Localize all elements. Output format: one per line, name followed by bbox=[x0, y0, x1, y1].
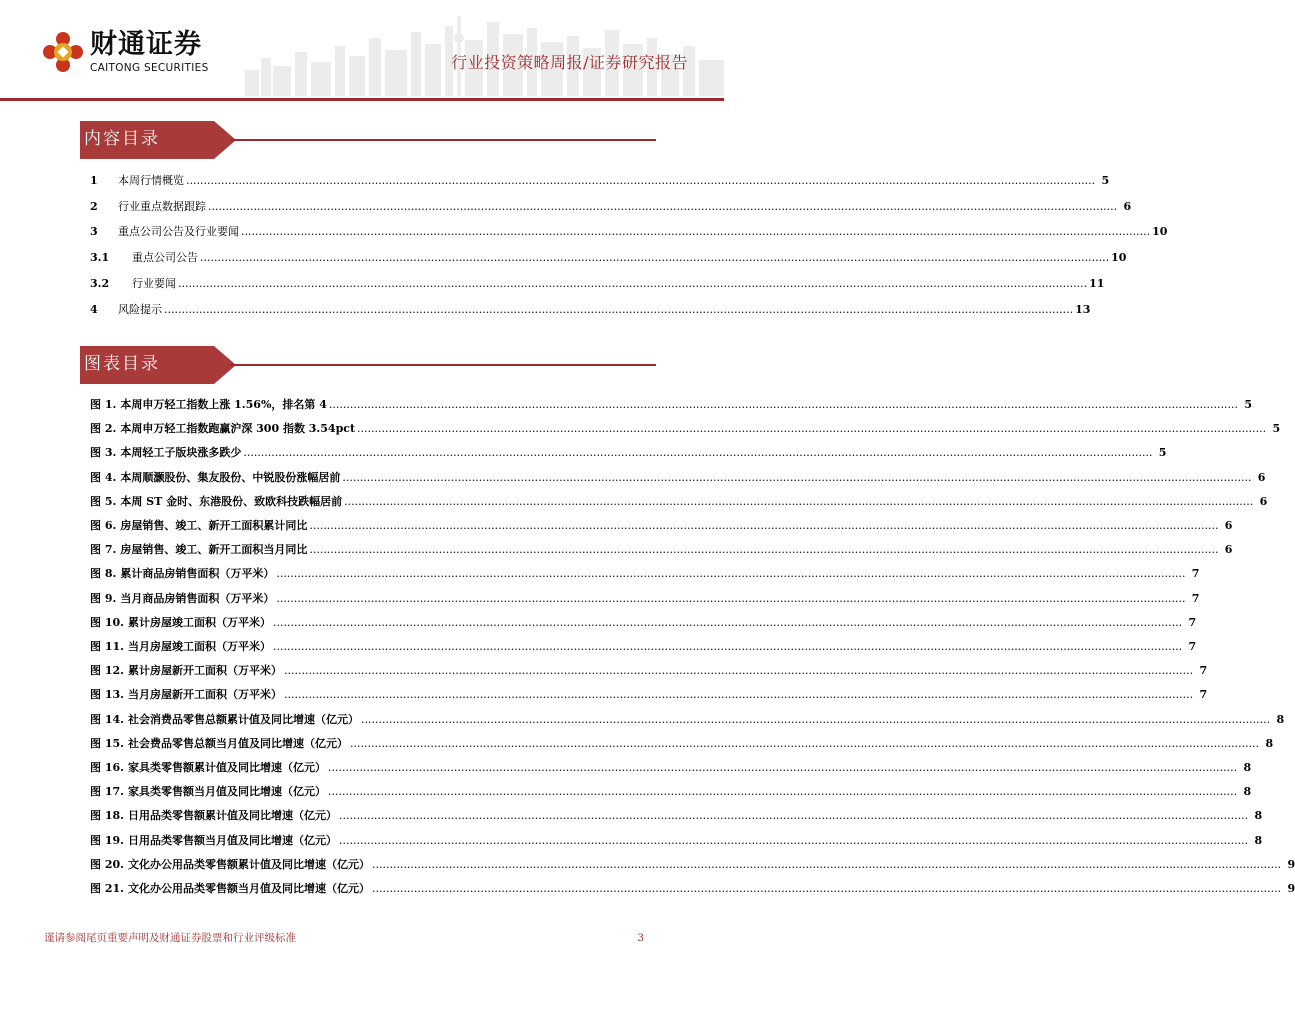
figure-entry[interactable] bbox=[90, 638, 1197, 656]
entry-page-number: 7 bbox=[1188, 640, 1197, 653]
figure-entry[interactable] bbox=[90, 880, 1295, 898]
dot-leader: .................................................................................................................................................................................................................................................................... bbox=[164, 302, 1074, 316]
figure-entry[interactable] bbox=[90, 856, 1295, 874]
dot-leader: .................................................................................................................................................................................................................................................................... bbox=[178, 276, 1088, 290]
dot-leader: .................................................................................................................................................................................................................................................................... bbox=[200, 251, 1110, 265]
entry-number: 图 17. bbox=[90, 785, 124, 799]
figure-entry[interactable] bbox=[90, 783, 1252, 801]
entry-title: 房屋销售、竣工、新开工面积累计同比 bbox=[120, 519, 308, 532]
entry-number: 图 11. bbox=[90, 640, 124, 653]
dot-leader: .................................................................................................................................................................................................................................................................... bbox=[327, 785, 1238, 799]
toc-entry[interactable] bbox=[90, 249, 1127, 267]
entry-page-number: 8 bbox=[1243, 785, 1252, 799]
dot-leader: .................................................................................................................................................................................................................................................................... bbox=[338, 833, 1249, 847]
entry-number: 图 3. bbox=[90, 446, 117, 460]
toc-entry[interactable] bbox=[90, 275, 1105, 293]
dot-leader: .................................................................................................................................................................................................................................................................... bbox=[357, 422, 1267, 436]
entry-title: 本周申万轻工指数上涨 1.56%，排名第 4 bbox=[120, 398, 327, 411]
entry-title: 重点公司公告 bbox=[132, 251, 198, 265]
entry-page-number: 6 bbox=[1224, 519, 1233, 532]
entry-title: 社会消费品零售总额累计值及同比增速（亿元） bbox=[127, 712, 359, 726]
figure-entry[interactable] bbox=[90, 420, 1281, 438]
section-divider bbox=[230, 364, 656, 366]
entry-page-number: 8 bbox=[1243, 761, 1252, 774]
entry-title: 本周行情概览 bbox=[118, 174, 184, 187]
figure-entry[interactable] bbox=[90, 469, 1266, 487]
dot-leader: .................................................................................................................................................................................................................................................................... bbox=[309, 543, 1219, 557]
entry-title: 累计房屋竣工面积（万平米） bbox=[127, 615, 271, 629]
entry-title: 累计商品房销售面积（万平米） bbox=[120, 567, 275, 581]
toc-entry[interactable] bbox=[90, 223, 1168, 241]
entry-number: 图 8. bbox=[90, 567, 117, 581]
dot-leader: .................................................................................................................................................................................................................................................................... bbox=[342, 470, 1252, 484]
toc-entry[interactable] bbox=[90, 172, 1110, 190]
figure-entry[interactable] bbox=[90, 541, 1233, 559]
section-divider bbox=[230, 139, 656, 141]
figure-entry[interactable] bbox=[90, 662, 1208, 680]
entry-number: 2 bbox=[90, 199, 98, 213]
entry-number: 图 16. bbox=[90, 761, 124, 774]
entry-page-number: 9 bbox=[1287, 882, 1295, 895]
toc-section-header bbox=[80, 121, 656, 159]
dot-leader: .................................................................................................................................................................................................................................................................... bbox=[371, 882, 1282, 895]
entry-number: 图 21. bbox=[90, 882, 124, 895]
entry-title: 当月房屋新开工面积（万平米） bbox=[127, 688, 282, 702]
entry-page-number: 7 bbox=[1191, 567, 1200, 581]
coin-flower-logo-icon bbox=[42, 31, 84, 73]
figure-entry[interactable] bbox=[90, 759, 1252, 777]
entry-page-number: 10 bbox=[1111, 251, 1127, 265]
entry-page-number: 5 bbox=[1272, 422, 1281, 436]
entry-page-number: 6 bbox=[1259, 494, 1268, 508]
entry-title: 文化办公用品类零售额当月值及同比增速（亿元） bbox=[127, 882, 370, 895]
entry-number: 3 bbox=[90, 225, 98, 239]
page-number: 3 bbox=[637, 932, 644, 944]
dot-leader: .................................................................................................................................................................................................................................................................... bbox=[328, 398, 1239, 411]
figures-section-header bbox=[80, 346, 656, 384]
dot-leader: .................................................................................................................................................................................................................................................................... bbox=[344, 494, 1254, 508]
entry-number: 图 14. bbox=[90, 712, 124, 726]
entry-page-number: 5 bbox=[1101, 174, 1110, 187]
dot-leader: .................................................................................................................................................................................................................................................................... bbox=[349, 736, 1260, 750]
entry-page-number: 7 bbox=[1199, 664, 1208, 678]
dot-leader: .................................................................................................................................................................................................................................................................... bbox=[272, 640, 1183, 653]
entry-number: 图 15. bbox=[90, 736, 124, 750]
figures-title: 图表目录 bbox=[84, 354, 160, 374]
entry-title: 行业重点数据跟踪 bbox=[118, 199, 206, 213]
entry-number: 图 12. bbox=[90, 664, 124, 678]
figure-entry[interactable] bbox=[90, 832, 1263, 850]
entry-number: 图 20. bbox=[90, 857, 124, 871]
entry-title: 当月房屋竣工面积（万平米） bbox=[127, 640, 271, 653]
figure-entry[interactable] bbox=[90, 686, 1208, 704]
entry-title: 本周轻工子版块涨多跌少 bbox=[120, 446, 242, 460]
figure-entry[interactable] bbox=[90, 711, 1285, 729]
dot-leader: .................................................................................................................................................................................................................................................................... bbox=[243, 446, 1153, 460]
entry-page-number: 5 bbox=[1244, 398, 1253, 411]
page-header bbox=[0, 0, 724, 104]
entry-title: 社会费品零售总额当月值及同比增速（亿元） bbox=[127, 736, 348, 750]
brand-name-en: CAITONG SECURITIES bbox=[90, 62, 209, 74]
entry-title: 日用品类零售额当月值及同比增速（亿元） bbox=[127, 833, 337, 847]
entry-title: 本周申万轻工指数跑赢沪深 300 指数 3.54pct bbox=[120, 422, 356, 436]
dot-leader: .................................................................................................................................................................................................................................................................... bbox=[241, 225, 1151, 239]
entry-title: 日用品类零售额累计值及同比增速（亿元） bbox=[127, 809, 337, 823]
entry-page-number: 13 bbox=[1075, 302, 1091, 316]
figure-entry[interactable] bbox=[90, 807, 1263, 825]
entry-page-number: 11 bbox=[1089, 276, 1105, 290]
entry-title: 风险提示 bbox=[118, 302, 162, 316]
figure-entry[interactable] bbox=[90, 444, 1167, 462]
entry-number: 图 9. bbox=[90, 591, 117, 605]
entry-page-number: 7 bbox=[1199, 688, 1208, 702]
entry-title: 重点公司公告及行业要闻 bbox=[118, 225, 239, 239]
disclaimer-note: 谨请参阅尾页重要声明及财通证券股票和行业评级标准 bbox=[44, 932, 296, 944]
figure-entry[interactable] bbox=[90, 614, 1197, 632]
figure-entry[interactable] bbox=[90, 517, 1233, 535]
entry-page-number: 8 bbox=[1254, 833, 1263, 847]
dot-leader: .................................................................................................................................................................................................................................................................... bbox=[272, 615, 1183, 629]
entry-page-number: 6 bbox=[1123, 199, 1132, 213]
dot-leader: .................................................................................................................................................................................................................................................................... bbox=[371, 857, 1282, 871]
entry-number: 1 bbox=[90, 174, 98, 187]
entry-title: 本周顺灏股份、集友股份、中锐股份涨幅居前 bbox=[120, 470, 341, 484]
entry-page-number: 6 bbox=[1224, 543, 1233, 557]
entry-number: 图 19. bbox=[90, 833, 124, 847]
entry-title: 家具类零售额当月值及同比增速（亿元） bbox=[127, 785, 326, 799]
dot-leader: .................................................................................................................................................................................................................................................................... bbox=[309, 519, 1219, 532]
toc-entry[interactable] bbox=[90, 301, 1091, 319]
entry-number: 图 7. bbox=[90, 543, 117, 557]
entry-title: 家具类零售额累计值及同比增速（亿元） bbox=[127, 761, 326, 774]
figure-entry[interactable] bbox=[90, 493, 1268, 511]
entry-number: 图 4. bbox=[90, 470, 117, 484]
toc-title: 内容目录 bbox=[84, 129, 160, 149]
figure-entry[interactable] bbox=[90, 565, 1200, 583]
dot-leader: .................................................................................................................................................................................................................................................................... bbox=[186, 174, 1096, 187]
entry-page-number: 8 bbox=[1254, 809, 1263, 823]
entry-number: 图 18. bbox=[90, 809, 124, 823]
entry-number: 图 2. bbox=[90, 422, 117, 436]
entry-title: 文化办公用品类零售额累计值及同比增速（亿元） bbox=[127, 857, 370, 871]
entry-number: 图 5. bbox=[90, 494, 117, 508]
header-divider bbox=[0, 98, 724, 101]
entry-page-number: 8 bbox=[1265, 736, 1274, 750]
report-type-title: 行业投资策略周报/证券研究报告 bbox=[451, 53, 688, 72]
dot-leader: .................................................................................................................................................................................................................................................................... bbox=[338, 809, 1249, 823]
dot-leader: .................................................................................................................................................................................................................................................................... bbox=[283, 688, 1194, 702]
entry-number: 3.2 bbox=[90, 276, 110, 290]
dot-leader: .................................................................................................................................................................................................................................................................... bbox=[276, 591, 1186, 605]
dot-leader: .................................................................................................................................................................................................................................................................... bbox=[276, 567, 1186, 581]
dot-leader: .................................................................................................................................................................................................................................................................... bbox=[327, 761, 1238, 774]
figure-entry[interactable] bbox=[90, 396, 1253, 414]
entry-title: 房屋销售、竣工、新开工面积当月同比 bbox=[120, 543, 308, 557]
entry-title: 行业要闻 bbox=[132, 276, 176, 290]
entry-page-number: 8 bbox=[1276, 712, 1285, 726]
entry-title: 当月商品房销售面积（万平米） bbox=[120, 591, 275, 605]
entry-number: 图 10. bbox=[90, 615, 124, 629]
figure-entry[interactable] bbox=[90, 590, 1200, 608]
brand-name-cn: 财通证券 bbox=[90, 29, 202, 60]
entry-page-number: 5 bbox=[1158, 446, 1167, 460]
entry-page-number: 9 bbox=[1287, 857, 1295, 871]
toc-entry[interactable] bbox=[90, 198, 1132, 216]
entry-page-number: 6 bbox=[1257, 470, 1266, 484]
entry-number: 图 6. bbox=[90, 519, 117, 532]
dot-leader: .................................................................................................................................................................................................................................................................... bbox=[283, 664, 1194, 678]
entry-page-number: 7 bbox=[1188, 615, 1197, 629]
entry-number: 图 1. bbox=[90, 398, 117, 411]
entry-page-number: 10 bbox=[1152, 225, 1168, 239]
dot-leader: .................................................................................................................................................................................................................................................................... bbox=[360, 712, 1271, 726]
entry-number: 图 13. bbox=[90, 688, 124, 702]
dot-leader: .................................................................................................................................................................................................................................................................... bbox=[208, 199, 1118, 213]
figure-entry[interactable] bbox=[90, 735, 1274, 753]
entry-number: 4 bbox=[90, 302, 98, 316]
entry-page-number: 7 bbox=[1191, 591, 1200, 605]
entry-title: 累计房屋新开工面积（万平米） bbox=[127, 664, 282, 678]
entry-number: 3.1 bbox=[90, 251, 110, 265]
entry-title: 本周 ST 金时、东港股份、致欧科技跌幅居前 bbox=[120, 494, 343, 508]
